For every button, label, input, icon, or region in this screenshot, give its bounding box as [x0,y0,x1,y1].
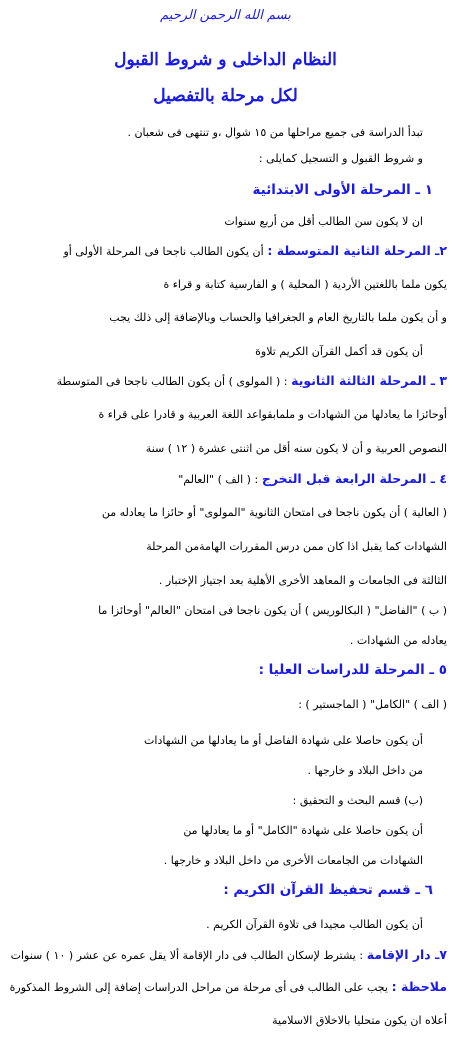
stage5-line2: أن يكون حاصلا على شهادة الفاضل أو ما يعادلها من الشهادات [144,734,423,747]
stage4-line3: الثالثة فى الجامعات و المعاهد الأخرى الأهلية بعد اجتياز الإختبار . [158,574,447,587]
stage5-line3: من داخل البلاد و خارجها . [307,764,423,777]
note-heading: ملاحظة : [391,979,447,994]
basmala: بسم الله الرحمن الرحيم [160,8,291,23]
intro-paragraph: تبدأ الدراسة فى جميع مراحلها من ١٥ شوال ،و تنتهى فى شعبان . [127,126,423,139]
page-title: النظام الداخلى و شروط القبول [114,50,337,70]
stage5-line4: (ب) قسم البحث و التحقيق : [292,794,423,807]
stage2-line1: ٢ـ المرحلة الثانية المتوسطة : أن يكون الطالب ناجحا فى المرحلة الأولى أو [63,243,447,258]
stage3-line3: النصوص العربية و أن لا يكون سنه أقل من اثنتى عشرة ( ١٢ ) سنة [145,442,447,455]
stage4-line2: الشهادات كما يقبل اذا كان ممن درس المقررات الهامةمن المرحلة [146,540,447,553]
residence-heading: ٧ـ دار الإقامة [366,947,447,962]
page-subtitle: لكل مرحلة بالتفصيل [153,86,298,106]
note-line1: ملاحظة : يجب على الطالب فى أى مرحلة من مراحل الدراسات إضافة إلى الشروط المذكورة [9,979,447,994]
intro-conditions: و شروط القبول و التسجيل كمايلى : [258,152,423,165]
stage4-line4: ( ب ) "الفاضل" ( البكالوريس ) أن يكون ناجحا فى امتحان "العالم" أوحائزا ما [98,604,447,617]
stage6-text: أن يكون الطالب مجيدا فى تلاوة القرآن الكريم . [206,918,423,931]
stage2-line4: أن يكون قد أكمل القرآن الكريم تلاوة [255,345,423,358]
stage4-line5: يعادله من الشهادات . [349,634,447,647]
stage4-heading-line: ٤ ـ المرحلة الرابعة قبل التخرج : ( الف ) "العالم" [178,471,447,486]
stage1-text: ان لا يكون سن الطالب أقل من أربع سنوات [224,215,423,228]
stage2-line2: يكون ملما باللغتين الأردية ( المحلية ) و الفارسية كتابة و قراء ة [163,278,447,291]
stage5-line1: ( الف ) "الكامل" ( الماجستير ) : [298,698,447,711]
stage2-line3: و أن يكون ملما بالتاريخ العام و الجغرافيا والحساب وبالإضافة إلى ذلك يجب [109,311,447,324]
note-line2: أعلاه ان يكون متحليا بالاخلاق الاسلامية [272,1014,447,1027]
stage2-heading: ٢ـ المرحلة الثانية المتوسطة : [267,243,447,258]
stage5-heading: ٥ ـ المرحلة للدراسات العليا : [258,662,447,678]
stage5-line6: الشهادات من الجامعات الأخرى من داخل البلاد و خارجها . [163,854,423,867]
stage6-heading: ٦ ـ قسم تحفيظ القرآن الكريم : [223,882,433,898]
residence-line: ٧ـ دار الإقامة : يشترط لإسكان الطالب فى دار الإقامة ألا يقل عمره عن عشر ( ١٠ ) سنوات [10,947,447,962]
stage5-line5: أن يكون حاصلا على شهادة "الكامل" أو ما يعادلها من [183,824,423,837]
stage1-heading: ١ ـ المرحلة الأولى الابتدائية [252,182,433,198]
stage3-line1: ٣ ـ المرحلة الثالثة الثانوية : ( المولوى ) أن يكون الطالب ناجحا فى المتوسطة [56,373,447,388]
stage4-heading: ٤ ـ المرحلة الرابعة قبل التخرج [261,471,447,486]
stage3-line2: أوحائزا ما يعادلها من الشهادات و ملمابقواعد اللغة العربية و قادرا على قراء ة [98,408,447,421]
stage4-line1: ( العالية ) أن يكون ناجحا فى امتحان الثانوية "المولوى" أو حائزا ما يعادله من [101,506,447,519]
stage3-heading: ٣ ـ المرحلة الثالثة الثانوية [291,373,447,388]
